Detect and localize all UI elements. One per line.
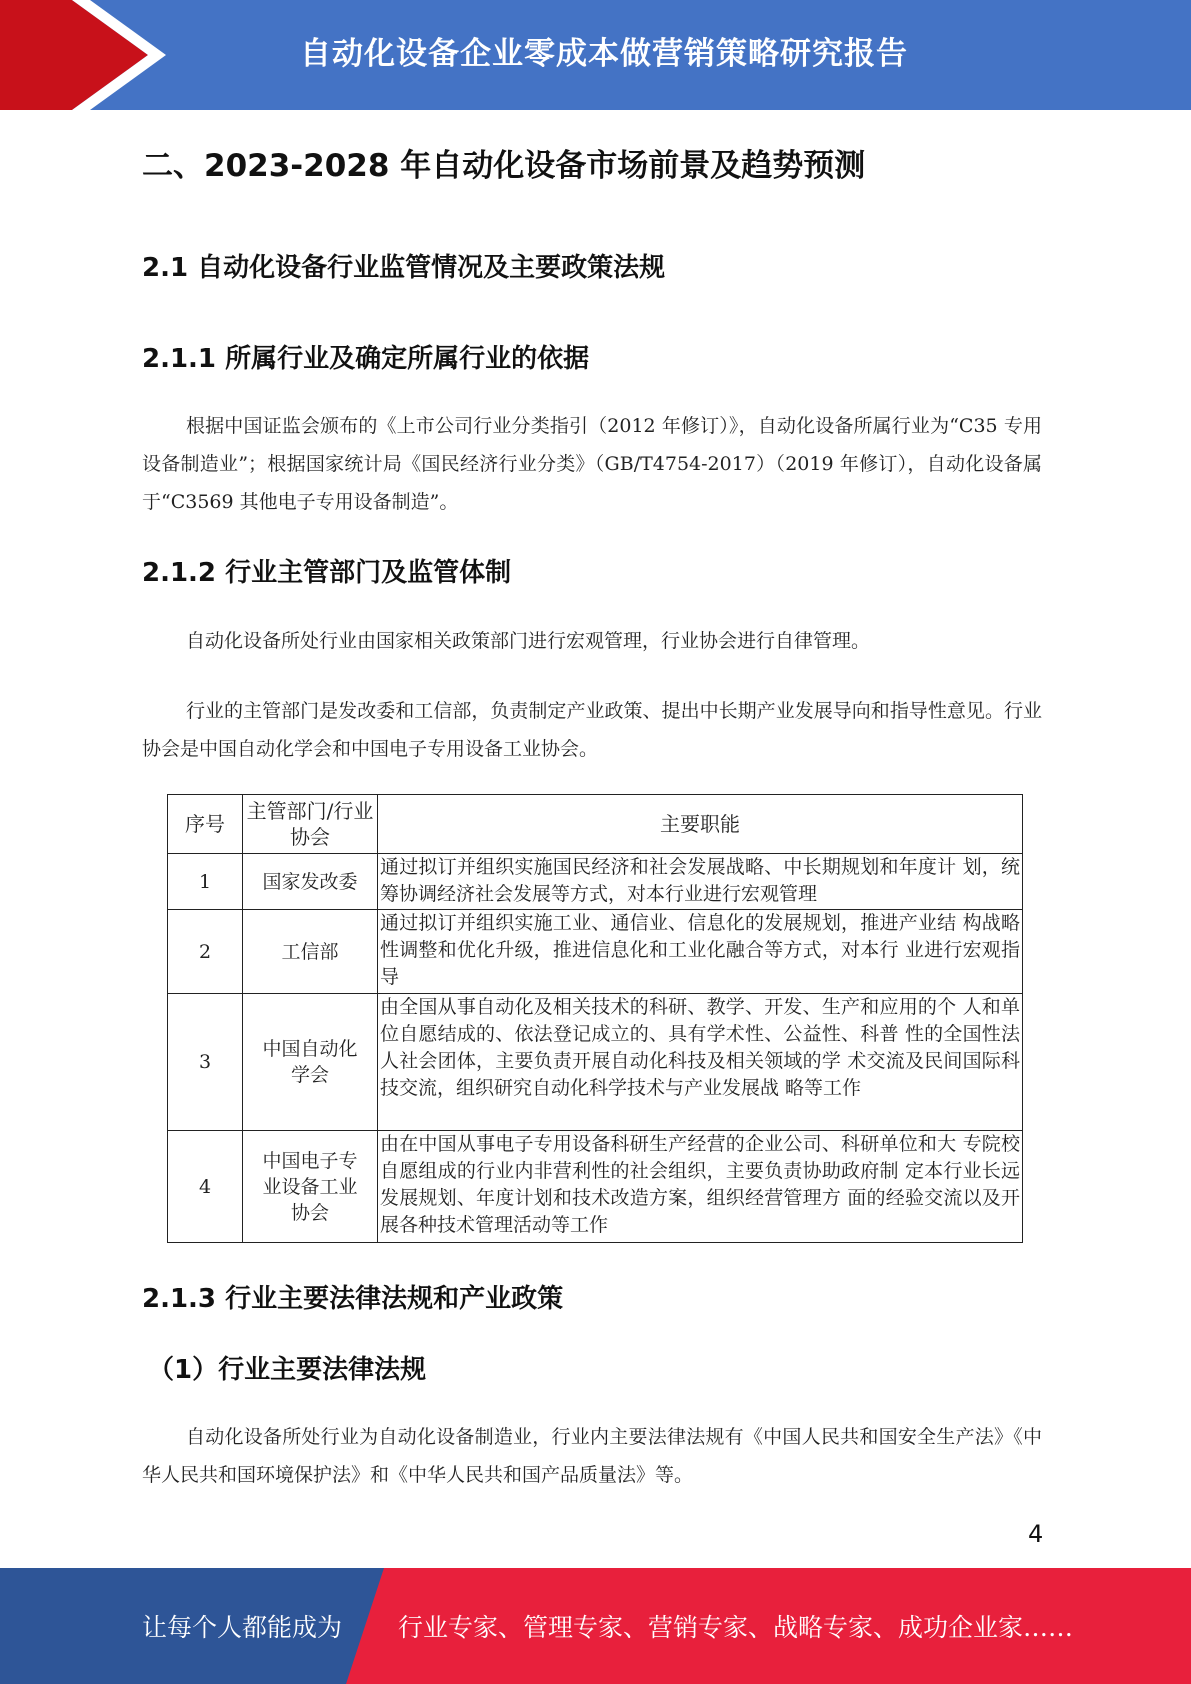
paragraph-authorities: 行业的主管部门是发改委和工信部，负责制定产业政策、提出中长期产业发展导向和指导性意见。行业协会是中国自动化学会和中国电子专用设备工业协会。 bbox=[142, 700, 1042, 760]
row-duty: 由在中国从事电子专用设备科研生产经营的企业公司、科研单位和大 专院校自愿组成的行业内非营利性的社会组织，主要负责协助政府制 定本行业长远发展规划、年度计划和技术改造方案，组织经营管理方 面的经验交流以及开展各种技术管理活动等工作 bbox=[378, 1131, 1023, 1243]
row-department: 中国自动化学会 bbox=[243, 994, 378, 1131]
row-number: 3 bbox=[168, 994, 243, 1131]
section-heading-2-1-3: 2.1.3 行业主要法律法规和产业政策 bbox=[142, 1284, 564, 1314]
row-department: 工信部 bbox=[243, 910, 378, 994]
chapter-title: 二、2023-2028 年自动化设备市场前景及趋势预测 bbox=[142, 148, 866, 184]
table-row bbox=[168, 1131, 1023, 1243]
row-department: 中国电子专业设备工业协会 bbox=[243, 1131, 378, 1243]
row-number: 4 bbox=[168, 1131, 243, 1243]
subsection-heading-laws: （1）行业主要法律法规 bbox=[148, 1355, 427, 1385]
section-heading-2-1: 2.1 自动化设备行业监管情况及主要政策法规 bbox=[142, 253, 666, 283]
table-header-row bbox=[168, 795, 1023, 854]
header-cell-dept: 主管部门/行业协会 bbox=[243, 795, 378, 854]
authorities-table bbox=[167, 794, 1023, 1243]
paragraph-laws: 自动化设备所处行业为自动化设备制造业，行业内主要法律法规有《中国人民共和国安全生产法》《中华人民共和国环境保护法》和《中华人民共和国产品质量法》等。 bbox=[142, 1426, 1042, 1486]
row-duty: 由全国从事自动化及相关技术的科研、教学、开发、生产和应用的个 人和单位自愿结成的、依法登记成立的、具有学术性、公益性、科普 性的全国性法人社会团体，主要负责开展自动化科技及相关领域的学 术交流及民间国际科技交流，组织研究自动化科学技术与产业发展战 略等工作 bbox=[378, 994, 1023, 1131]
report-title: 自动化设备企业零成本做营销策略研究报告 bbox=[300, 36, 908, 72]
row-number: 1 bbox=[168, 854, 243, 910]
table-row bbox=[168, 854, 1023, 910]
footer-slogan-left: 让每个人都能成为 bbox=[142, 1613, 343, 1642]
paragraph-regulation-overview: 自动化设备所处行业由国家相关政策部门进行宏观管理，行业协会进行自律管理。 bbox=[186, 630, 871, 652]
footer-slogan-right: 行业专家、管理专家、营销专家、战略专家、成功企业家…… bbox=[398, 1613, 1074, 1642]
table-row bbox=[168, 910, 1023, 994]
row-department: 国家发改委 bbox=[243, 854, 378, 910]
row-duty: 通过拟订并组织实施工业、通信业、信息化的发展规划，推进产业结 构战略性调整和优化升级，推进信息化和工业化融合等方式，对本行 业进行宏观指导 bbox=[378, 910, 1023, 994]
paragraph-industry-basis: 根据中国证监会颁布的《上市公司行业分类指引（2012 年修订）》，自动化设备所属行业为“C35 专用设备制造业”；根据国家统计局《国民经济行业分类》（GB/T4754-2017）（2019 年修订），自动化设备属于“C3569 其他电子专用设备制造”。 bbox=[142, 415, 1042, 513]
header-cell-no: 序号 bbox=[168, 795, 243, 854]
section-heading-2-1-2: 2.1.2 行业主管部门及监管体制 bbox=[142, 558, 512, 588]
page-footer bbox=[0, 1568, 1191, 1684]
header-cell-duty: 主要职能 bbox=[378, 795, 1023, 854]
page-number: 4 bbox=[1028, 1520, 1044, 1548]
table-row bbox=[168, 994, 1023, 1131]
row-duty: 通过拟订并组织实施国民经济和社会发展战略、中长期规划和年度计 划，统筹协调经济社会发展等方式，对本行业进行宏观管理 bbox=[378, 854, 1023, 910]
page-header bbox=[0, 0, 1191, 110]
section-heading-2-1-1: 2.1.1 所属行业及确定所属行业的依据 bbox=[142, 344, 590, 374]
row-number: 2 bbox=[168, 910, 243, 994]
